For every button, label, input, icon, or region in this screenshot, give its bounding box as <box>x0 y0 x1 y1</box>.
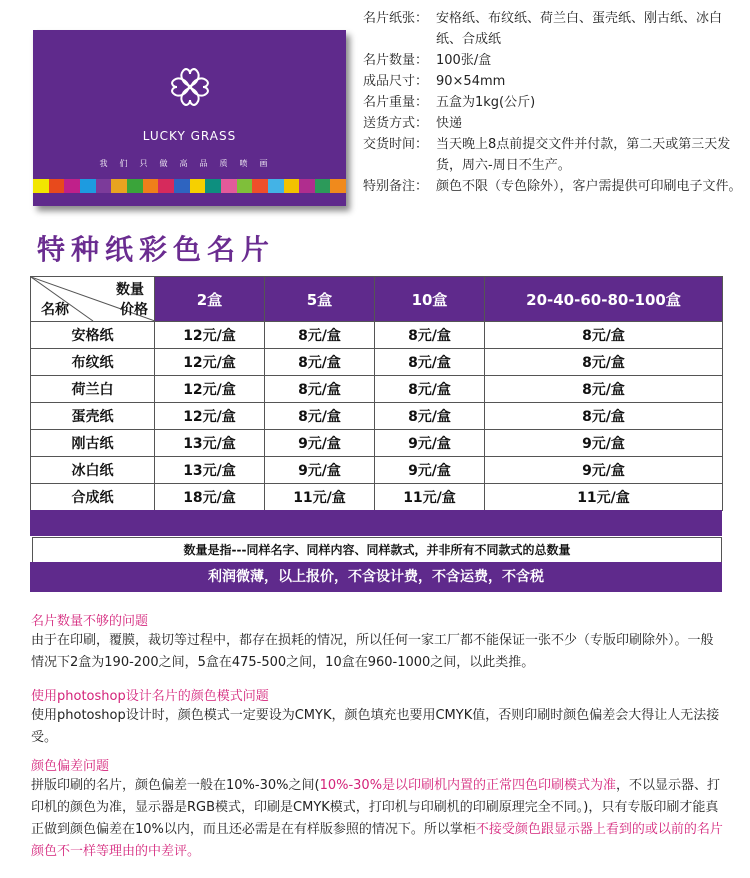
quantity-note: 数量是指---同样名字、同样内容、同样款式，并非所有不同款式的总数量 <box>32 537 722 563</box>
price-cell: 12元/盒 <box>155 322 265 349</box>
spec-label: 成品尺寸： <box>363 74 429 89</box>
paper-name-cell: 蛋壳纸 <box>31 403 155 430</box>
paper-name-cell: 布纹纸 <box>31 349 155 376</box>
price-cell: 8元/盒 <box>265 403 375 430</box>
section-text-color <box>31 775 726 863</box>
color-stripe <box>205 179 221 193</box>
price-cell: 9元/盒 <box>485 430 723 457</box>
card-brand-name: LUCKY GRASS <box>142 129 237 143</box>
paper-name-cell: 刚古纸 <box>31 430 155 457</box>
spec-row <box>363 8 743 50</box>
table-row <box>31 322 723 349</box>
table-corner-cell <box>31 277 155 322</box>
spec-label: 名片数量： <box>363 53 429 68</box>
clover-icon <box>165 62 215 112</box>
table-row <box>31 349 723 376</box>
color-text-highlight: 10%-30%是以印刷机内置的正常四色印刷模式为准 <box>319 778 617 793</box>
color-stripe <box>143 179 159 193</box>
table-row <box>31 403 723 430</box>
spec-value: 安格纸、布纹纸、荷兰白、蛋壳纸、刚古纸、冰白纸、合成纸 <box>436 11 723 47</box>
price-cell: 8元/盒 <box>375 349 485 376</box>
spec-value: 颜色不限（专色除外），客户需提供可印刷电子文件。 <box>436 179 742 194</box>
card-slogan: 我们只做高品质喷画 <box>99 159 280 168</box>
spec-label: 送货方式： <box>363 116 429 131</box>
price-cell: 13元/盒 <box>155 430 265 457</box>
paper-name-cell: 合成纸 <box>31 484 155 511</box>
color-stripe <box>268 179 284 193</box>
spec-row <box>363 113 743 134</box>
spec-label: 特别备注： <box>363 179 429 194</box>
price-cell: 18元/盒 <box>155 484 265 511</box>
price-cell: 8元/盒 <box>265 376 375 403</box>
table-header-row <box>31 277 723 322</box>
paper-name-cell: 冰白纸 <box>31 457 155 484</box>
price-cell: 9元/盒 <box>265 457 375 484</box>
color-stripe <box>330 179 346 193</box>
price-cell: 8元/盒 <box>265 349 375 376</box>
color-stripe <box>127 179 143 193</box>
price-cell: 8元/盒 <box>485 376 723 403</box>
spec-value: 100张/盒 <box>436 53 492 68</box>
column-header: 10盒 <box>375 277 485 322</box>
color-stripe <box>33 179 49 193</box>
column-header: 20-40-60-80-100盒 <box>485 277 723 322</box>
table-row <box>31 430 723 457</box>
spec-label: 名片重量： <box>363 95 429 110</box>
color-stripe <box>190 179 206 193</box>
color-stripe <box>64 179 80 193</box>
color-stripe <box>111 179 127 193</box>
spec-label: 名片纸张： <box>363 11 429 26</box>
spec-row <box>363 50 743 71</box>
spec-label: 交货时间： <box>363 137 429 152</box>
column-header: 2盒 <box>155 277 265 322</box>
price-cell: 8元/盒 <box>485 349 723 376</box>
paper-name-cell: 荷兰白 <box>31 376 155 403</box>
paper-name-cell: 安格纸 <box>31 322 155 349</box>
price-table <box>30 276 723 511</box>
section-title-photoshop: 使用photoshop设计名片的颜色模式问题 <box>31 689 269 704</box>
price-cell: 9元/盒 <box>485 457 723 484</box>
purple-band <box>30 510 722 536</box>
color-stripe <box>49 179 65 193</box>
price-cell: 8元/盒 <box>485 403 723 430</box>
column-header: 5盒 <box>265 277 375 322</box>
spec-row <box>363 71 743 92</box>
color-stripe <box>315 179 331 193</box>
corner-price-label: 价格 <box>120 302 148 318</box>
price-cell: 9元/盒 <box>375 430 485 457</box>
price-cell: 13元/盒 <box>155 457 265 484</box>
color-stripes <box>33 179 346 193</box>
spec-list <box>363 8 743 197</box>
spec-row <box>363 134 743 176</box>
color-stripe <box>237 179 253 193</box>
price-cell: 12元/盒 <box>155 349 265 376</box>
spec-value: 快递 <box>436 116 463 131</box>
price-cell: 12元/盒 <box>155 403 265 430</box>
spec-value: 当天晚上8点前提交文件并付款，第二天或第三天发货，周六-周日不生产。 <box>436 137 731 173</box>
table-row <box>31 457 723 484</box>
price-cell: 9元/盒 <box>375 457 485 484</box>
color-stripe <box>174 179 190 193</box>
price-cell: 12元/盒 <box>155 376 265 403</box>
spec-value: 90×54mm <box>436 74 506 89</box>
spec-row <box>363 92 743 113</box>
color-stripe <box>221 179 237 193</box>
corner-qty-label: 数量 <box>116 282 144 298</box>
price-cell: 11元/盒 <box>375 484 485 511</box>
table-row <box>31 376 723 403</box>
price-note-banner: 利润微薄，以上报价，不含设计费，不含运费，不含税 <box>30 562 722 592</box>
price-cell: 8元/盒 <box>265 322 375 349</box>
price-cell: 11元/盒 <box>485 484 723 511</box>
color-stripe <box>252 179 268 193</box>
price-cell: 8元/盒 <box>375 376 485 403</box>
business-card-sample <box>33 30 346 206</box>
page-title: 特种纸彩色名片 <box>37 233 276 266</box>
section-text-quantity: 由于在印刷，覆膜，裁切等过程中，都存在损耗的情况，所以任何一家工厂都不能保证一张不少（专版印刷除外）。一般情况下2盒为190-200之间，5盒在475-500之间，10盒在960-1000之间，以此类推。 <box>31 633 714 670</box>
section-title-quantity: 名片数量不够的问题 <box>31 614 149 629</box>
price-cell: 11元/盒 <box>265 484 375 511</box>
color-stripe <box>158 179 174 193</box>
color-text-warning: 不接受颜色跟显示器上看到的或以前的名片颜色不一样等理由的中差评。 <box>31 822 723 859</box>
price-cell: 8元/盒 <box>375 403 485 430</box>
color-stripe <box>284 179 300 193</box>
color-stripe <box>299 179 315 193</box>
table-row <box>31 484 723 511</box>
color-text-a: 拼版印刷的名片，颜色偏差一般在10%-30%之间( <box>31 778 320 793</box>
color-stripe <box>96 179 112 193</box>
section-title-color: 颜色偏差问题 <box>31 759 110 774</box>
spec-value: 五盒为1kg(公斤) <box>436 95 536 110</box>
corner-name-label: 名称 <box>41 302 69 318</box>
color-stripe <box>80 179 96 193</box>
section-text-photoshop: 使用photoshop设计时，颜色模式一定要设为CMYK，颜色填充也要用CMYK值，否则印刷时颜色偏差会大得让人无法接受。 <box>31 708 720 745</box>
price-cell: 8元/盒 <box>375 322 485 349</box>
color-text-c: ，不以显示器、打印机的颜色为准，显示器是RGB模式，印刷是CMYK模式，打印机与印刷机的印刷原理完全不同。)，只有专版印刷才能真正做到颜色偏差在10%以内，而且还必需是在有样版参照的情况下。所以掌柜 <box>31 778 721 837</box>
spec-row <box>363 176 743 197</box>
price-cell: 9元/盒 <box>265 430 375 457</box>
price-cell: 8元/盒 <box>485 322 723 349</box>
